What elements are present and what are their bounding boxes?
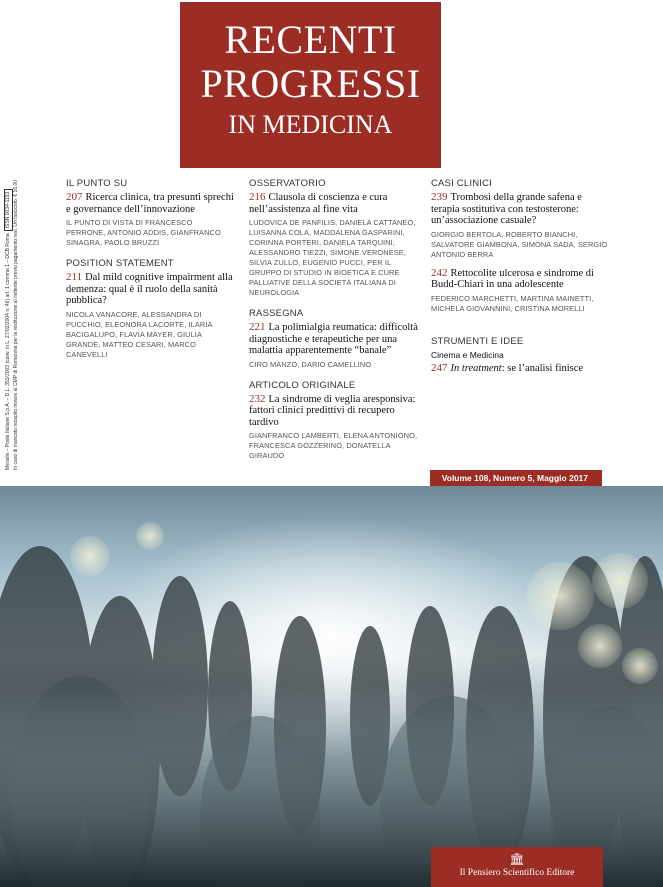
article-authors: CIRO MANZO, DARIO CAMELLINO (249, 359, 372, 369)
cover-photo (0, 486, 663, 887)
article-page: 242 (431, 266, 448, 279)
article-entry[interactable] (249, 192, 421, 298)
article-title: Trombosi della grande safena e terapia sostitutiva con testosterone: un’associazione casuale? (431, 192, 582, 226)
section-title: ARTICOLO ORIGINALE (249, 379, 356, 391)
section-title: IL PUNTO SU (66, 178, 128, 189)
article-title: Clausola di coscienza e cura nell’assistenza al fine vita (249, 192, 388, 215)
masthead-line-2: PROGRESSI (200, 61, 421, 106)
issue-badge: Volume 108, Numero 5, Maggio 2017 (430, 470, 602, 486)
legal-line-1: Mensile – Poste Italiane S.p.A. – D.L. 353/2003 (conv. in L. 27/02/2004 n. 46) art. 1 comma 1 – DCB Roma (5, 233, 11, 470)
article-entry[interactable] (431, 268, 611, 314)
article-entry[interactable] (66, 192, 234, 248)
article-page: 221 (249, 321, 266, 333)
article-title-rest: : se l’analisi finisce (501, 362, 584, 374)
journal-masthead (180, 2, 441, 168)
article-title: Ricerca clinica, tra presunti sprechi e governance dell’innovazione (66, 192, 234, 215)
article-page: 232 (249, 392, 266, 405)
contents-column-2 (249, 178, 421, 469)
contents-column-1 (66, 178, 234, 368)
issn-box: ISSN 0034-1193 (4, 189, 13, 232)
section-articolo-originale (249, 380, 421, 462)
publisher-badge (431, 847, 603, 887)
article-title: Rettocolite ulcerosa e sindrome di Budd-Chiari in una adolescente (431, 267, 594, 290)
article-title: Dal mild cognitive impairment alla demenza: qual è il ruolo della sanità pubblica? (66, 272, 233, 306)
article-entry[interactable] (249, 322, 421, 370)
article-authors: FEDERICO MARCHETTI, MARTINA MAINETTI, MICHELA GIOVANNINI, CRISTINA MORELLI (431, 293, 594, 313)
article-page: 216 (249, 191, 266, 203)
section-title: RASSEGNA (249, 308, 304, 319)
section-osservatorio (249, 178, 421, 298)
section-position-statement (66, 258, 234, 360)
article-page: 207 (66, 191, 83, 203)
section-il-punto-su (66, 178, 234, 248)
article-authors: GIANFRANCO LAMBERTI, ELENA ANTONIONO, FRANCESCA GOZZERINO, DONATELLA GIRAUDO (249, 431, 418, 460)
article-entry[interactable] (249, 394, 421, 462)
article-title-italic: In treatment (450, 362, 502, 374)
publisher-name: Il Pensiero Scientifico Editore (459, 868, 575, 878)
contents-column-3 (431, 178, 611, 382)
masthead-line-3: IN MEDICINA (228, 110, 393, 139)
temple-icon: 🏛 (509, 852, 525, 866)
section-casi-clinici (431, 178, 611, 314)
section-title: CASI CLINICI (431, 178, 492, 189)
article-authors: GIORGIO BERTOLA, ROBERTO BIANCHI, SALVATORE GIAMBONA, SIMONA SADA, SERGIO ANTONIO BERRA (431, 229, 608, 259)
article-authors: IL PUNTO DI VISTA DI FRANCESCO PERRONE, ANTONIO ADDIS, GIANFRANCO SINAGRA, PAOLO BRUZZI (66, 218, 221, 247)
section-strumenti-e-idee (431, 336, 611, 375)
section-title: STRUMENTI E IDEE (431, 335, 524, 347)
article-entry[interactable] (66, 272, 234, 360)
legal-line-2: In caso di mancato recapito inviare al CMP di Romanina per la restituzione al mittente previo pagamento resi. Un fascicolo: € 16,00 (13, 179, 19, 470)
article-authors: LUDOVICA DE PANFILIS, DANIELA CATTANEO, LUISANNA COLA, MADDALENA GASPARINI, CORINNA PORTERI, DANIELA TARQUINI, ALESSANDRO TIEZZI, SIMONE VERONESE, SILVIA ZULLO, EUGENIO PUCCI, PER IL GRUPPO DI STUDIO IN BIOETICA E CURE PALLIATIVE DELLA SOCIETÀ ITALIANA DI NEUROLOGIA (249, 218, 416, 297)
cover-photo-illustration (0, 486, 663, 887)
article-entry[interactable] (431, 363, 611, 375)
article-page: 239 (431, 191, 448, 203)
section-title: OSSERVATORIO (249, 178, 326, 189)
postal-legal-notice (4, 150, 26, 470)
article-entry[interactable] (431, 192, 611, 260)
section-subtitle: Cinema e Medicina (431, 349, 504, 360)
article-title: La polimialgia reumatica: difficoltà diagnostiche e terapeutiche per una malattia apparentemente “banale” (249, 322, 418, 356)
article-page: 211 (66, 271, 83, 283)
section-title: POSITION STATEMENT (66, 258, 174, 269)
article-authors: NICOLA VANACORE, ALESSANDRA DI PUCCHIO, ELEONORA LACORTE, ILARIA BACIGALUPO, FLAVIA MAYER, GIULIA GRANDE, MATTEO CESARI, MARCO CANEVELLI (66, 309, 213, 359)
article-page: 247 (431, 361, 448, 374)
article-title: La sindrome di veglia aresponsiva: fattori clinici predittivi di recupero tardivo (249, 393, 416, 428)
masthead-line-1: RECENTI (224, 17, 397, 62)
section-rassegna (249, 308, 421, 370)
